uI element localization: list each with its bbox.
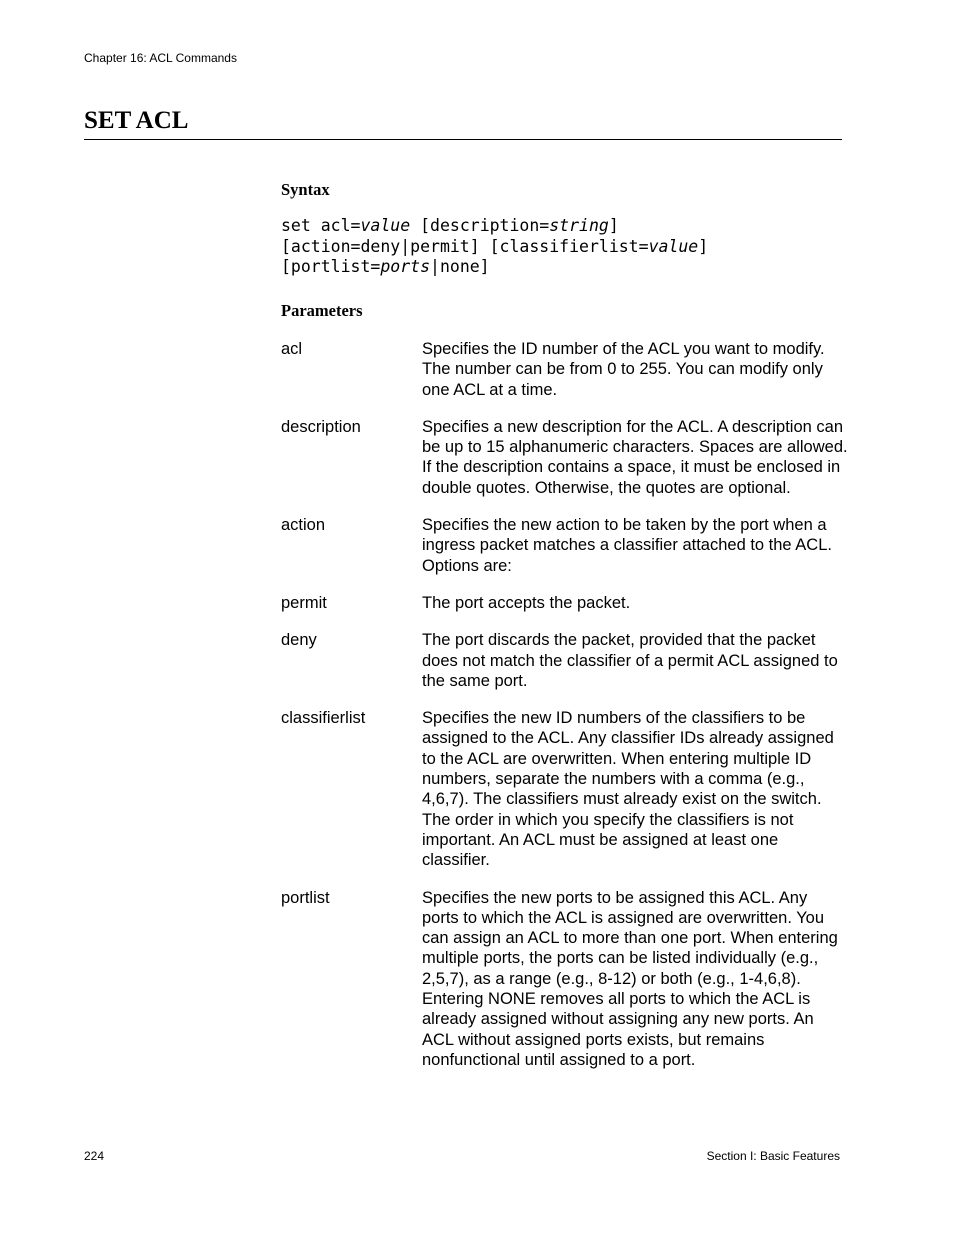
parameters-list [281, 339, 851, 1070]
param-name: acl [281, 340, 303, 358]
syntax-line-1: set acl=value [description=string] [281, 216, 619, 235]
param-row-deny [281, 630, 851, 691]
param-description: The port discards the packet, provided that the packet does not match the classifier of a permit ACL assigned to the same port. [422, 631, 838, 690]
page-title: SET ACL [84, 107, 189, 134]
syntax-line-2: [action=deny|permit] [classifierlist=value] [281, 236, 709, 256]
page-number: 224 [84, 1149, 105, 1163]
section-footer: Section I: Basic Features [706, 1149, 840, 1163]
syntax-heading: Syntax [281, 180, 330, 199]
param-row-acl [281, 339, 851, 400]
param-row-classifierlist [281, 708, 851, 870]
chapter-header: Chapter 16: ACL Commands [84, 51, 237, 65]
param-row-portlist [281, 888, 851, 1071]
param-name: portlist [281, 888, 330, 907]
param-row-permit [281, 593, 851, 613]
param-description: The port accepts the packet. [422, 593, 631, 612]
parameters-heading: Parameters [281, 301, 363, 320]
param-name: classifierlist [281, 709, 366, 728]
param-description: Specifies the new ports to be assigned this ACL. Any ports to which the ACL is assigned are overwritten. You can assign an ACL to more than one port. When entering multiple ports, the ports can be listed individually (e.g., 2,5,7), as a range (e.g., 8-12) or both (e.g., 1-4,6,8). Entering NONE removes all ports to which the ACL is already assigned without assigning any new ports. An ACL without assigned ports exists, but remains nonfunctional until assigned to a port. [422, 888, 838, 1069]
syntax-line-3: [portlist=ports|none] [281, 257, 490, 276]
param-name: action [281, 516, 326, 535]
param-name: permit [281, 593, 327, 612]
param-row-description [281, 417, 851, 498]
syntax-code [281, 216, 708, 278]
param-description: Specifies a new description for the ACL. A description can be up to 15 alphanumeric characters. Spaces are allowed. If the description contains a space, it must be enclosed in double quotes. Otherwise, the quotes are optional. [422, 417, 848, 497]
param-description: Specifies the new action to be taken by the port when a ingress packet matches a classifier attached to the ACL. Options are: [422, 516, 832, 575]
param-description: Specifies the ID number of the ACL you want to modify. The number can be from 0 to 255. You can modify only one ACL at a time. [422, 340, 825, 399]
param-name: description [281, 417, 361, 436]
param-description: Specifies the new ID numbers of the classifiers to be assigned to the ACL. Any classifier IDs already assigned to the ACL are overwritten. When entering multiple ID numbers, separate the numbers with a comma (e.g., 4,6,7). The classifiers must already exist on the switch. The order in which you specify the classifiers is not important. An ACL must be assigned at least one classifier. [422, 709, 834, 870]
title-rule [84, 139, 842, 140]
param-row-action [281, 515, 851, 576]
param-name: deny [281, 631, 317, 650]
